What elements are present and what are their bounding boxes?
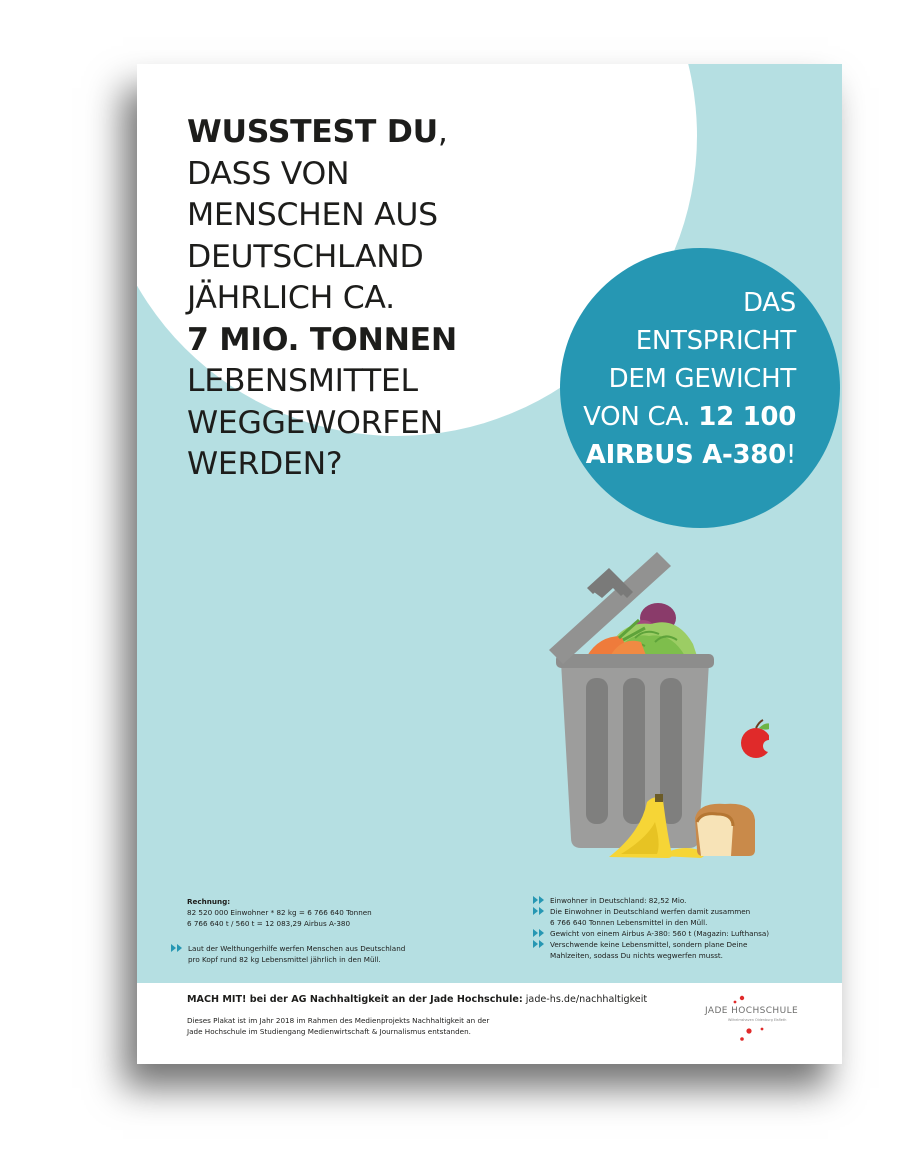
credit-note <box>187 1015 489 1037</box>
source-note <box>171 943 458 965</box>
headline-line-2: DASS VON <box>187 155 350 192</box>
callout-line-5: AIRBUS A-380! <box>585 440 796 470</box>
logo-name: JADE HOCHSCHULE <box>705 1006 799 1016</box>
callout-line-1: DAS <box>743 288 796 318</box>
headline-line-5: JÄHRLICH CA. <box>187 280 395 316</box>
headline-line-1: WUSSTEST DU, <box>187 114 448 150</box>
source-note-line-2: pro Kopf rund 82 kg Lebensmittel jährlich in den Müll. <box>188 955 381 964</box>
arrow-bullet-icon <box>533 896 545 904</box>
fact-line: Gewicht von einem Airbus A-380: 560 t (Magazin: Lufthansa) <box>550 929 770 938</box>
fact-item <box>533 906 823 928</box>
fact-line: Verschwende keine Lebensmittel, sondern plane Deine <box>550 940 748 949</box>
headline-line-6: 7 MIO. TONNEN <box>187 321 457 358</box>
jade-hochschule-logo <box>702 991 812 1051</box>
apple-icon <box>741 720 769 758</box>
headline-line-3: MENSCHEN AUS <box>187 197 438 233</box>
fact-item <box>533 895 823 906</box>
trash-can-illustration <box>409 532 769 872</box>
credit-line-1: Dieses Plakat ist im Jahr 2018 im Rahmen des Medienprojekts Nachhaltigkeit an der <box>187 1016 490 1025</box>
call-to-action: MACH MIT! bei der AG Nachhaltigkeit an der Jade Hochschule: jade-hs.de/nachhaltigkeit <box>187 994 648 1005</box>
fact-line: 6 766 640 Tonnen Lebensmittel in den Müll. <box>550 918 708 927</box>
trash-can-body <box>556 654 714 848</box>
headline-line-7: LEBENSMITTEL <box>187 363 418 399</box>
calculation-line-2: 6 766 640 t / 560 t = 12 083,29 Airbus A-380 <box>187 919 351 928</box>
calculation-block <box>187 896 437 929</box>
arrow-bullet-icon <box>533 929 545 937</box>
bread-icon <box>695 804 755 856</box>
fact-item <box>533 939 823 961</box>
headline-line-8: WEGGEWORFEN <box>187 404 443 441</box>
facts-list <box>533 895 823 961</box>
callout-line-3: DEM GEWICHT <box>608 364 796 394</box>
credit-line-2: Jade Hochschule im Studiengang Medienwirtschaft & Journalismus entstanden. <box>187 1027 471 1036</box>
fact-line: Die Einwohner in Deutschland werfen damit zusammen <box>550 907 751 916</box>
callout-text <box>560 284 796 474</box>
fact-item <box>533 928 823 939</box>
arrow-bullet-icon <box>171 944 183 952</box>
source-note-line-1: Laut der Welthungerhilfe werfen Menschen aus Deutschland <box>188 944 406 953</box>
callout-line-4: VON CA. 12 100 <box>583 402 796 432</box>
callout-circle <box>560 248 840 528</box>
footer <box>137 983 842 1064</box>
headline <box>187 112 527 486</box>
headline-line-4: DEUTSCHLAND <box>187 238 424 275</box>
callout-line-2: ENTSPRICHT <box>635 326 796 356</box>
poster <box>137 64 842 1064</box>
calculation-heading: Rechnung: <box>187 897 231 906</box>
logo-subline: Wilhelmshaven Oldenburg Elsfleth <box>728 1018 787 1022</box>
calculation-line-1: 82 520 000 Einwohner * 82 kg = 6 766 640 Tonnen <box>187 908 372 917</box>
arrow-bullet-icon <box>533 940 545 948</box>
fact-line: Einwohner in Deutschland: 82,52 Mio. <box>550 896 687 905</box>
fact-line: Mahlzeiten, sodass Du nichts wegwerfen musst. <box>550 951 723 960</box>
arrow-bullet-icon <box>533 907 545 915</box>
website-link[interactable]: jade-hs.de/nachhaltigkeit <box>522 994 648 1005</box>
headline-line-9: WERDEN? <box>187 446 343 482</box>
